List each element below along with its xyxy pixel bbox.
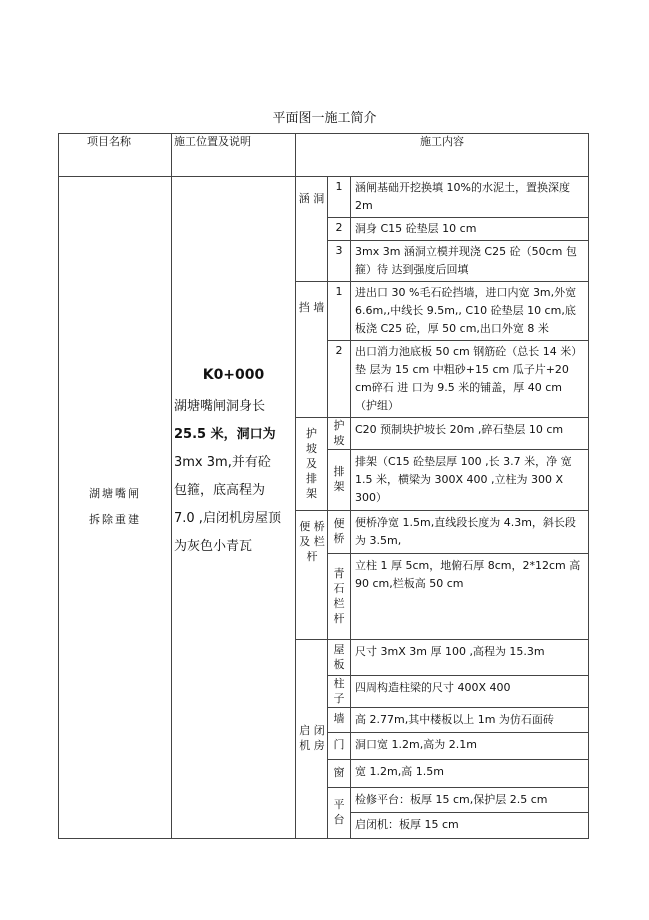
sub-label: 屋板	[328, 639, 351, 675]
item-text: 尺寸 3mX 3m 厚 100 ,高程为 15.3m	[351, 639, 589, 675]
item-number: 1	[328, 282, 351, 341]
sub-label: 便桥	[328, 510, 351, 553]
position-line: 25.5 米，洞口为	[174, 427, 276, 443]
item-text: 涵闸基础开挖换填 10%的水泥土，置换深度 2m	[351, 177, 589, 218]
page-title: 平面图一施工简介	[272, 111, 377, 126]
sub-label: 门	[328, 732, 351, 759]
construction-table	[58, 133, 589, 839]
table-row	[59, 177, 589, 218]
item-number: 2	[328, 218, 351, 241]
category-label: 便 桥 及 栏 杆	[299, 519, 325, 563]
position-line: 7.0 ,启闭机房屋顶	[174, 511, 281, 527]
item-text: 便桥净宽 1.5m,直线段长度为 4.3m，斜长段为 3.5m,	[351, 510, 589, 553]
item-text: 出口消力池底板 50 cm 钢筋砼（总长 14 米）垫 层为 15 cm 中粗砂+15 cm 瓜子片+20 cm碎石 进 口为 9.5 米的铺盖，厚 40 cm （护组）	[351, 341, 589, 418]
sub-label: 平台	[328, 787, 351, 838]
stake-number: K0+000	[202, 367, 265, 383]
category-retaining-wall: 挡 墙	[296, 282, 328, 418]
item-text: 立柱 1 厚 5cm，地俯石厚 8cm，2*12cm 高 90 cm,栏板高 50 cm	[351, 553, 589, 639]
position-line: 为灰色小青瓦	[174, 539, 253, 555]
category-label: 护坡及排架	[306, 426, 317, 500]
sub-label: 青石栏杆	[328, 553, 351, 639]
header-content: 施工内容	[296, 134, 589, 177]
category-label: 启 闭 机 房	[299, 724, 325, 753]
item-text: 3mx 3m 涵洞立模并现浇 C25 砼（50cm 包箍）待 达到强度后回填	[351, 241, 589, 282]
item-text: 洞身 C15 砼垫层 10 cm	[351, 218, 589, 241]
header-project: 项目名称	[59, 134, 172, 177]
sub-label: 柱子	[328, 675, 351, 707]
position-line: 3mx 3m,并有砼	[174, 455, 271, 471]
item-text: 排架（C15 砼垫层厚 100 ,长 3.7 米，净 宽 1.5 米，横梁为 300X 400 ,立柱为 300 X 300）	[351, 449, 589, 510]
category-culvert: 涵 洞	[296, 177, 328, 282]
project-name-line: 湖塘嘴闸	[89, 486, 141, 500]
item-text: 宽 1.2m,高 1.5m	[351, 759, 589, 787]
category-slope	[296, 418, 328, 511]
header-row	[59, 134, 589, 177]
sub-label: 墙	[328, 707, 351, 732]
item-text: 洞口宽 1.2m,高为 2.1m	[351, 732, 589, 759]
item-number: 3	[328, 241, 351, 282]
item-text: 进出口 30 %毛石砼挡墙，进口内宽 3m,外宽 6.6m,,中线长 9.5m,, C10 砼垫层 10 cm,底板浇 C25 砼，厚 50 cm,出口外宽 8 米	[351, 282, 589, 341]
sub-label: 窗	[328, 759, 351, 787]
project-name-line: 拆除重建	[89, 513, 141, 527]
item-text: 检修平台：板厚 15 cm,保护层 2.5 cm	[351, 787, 589, 812]
position-cell	[172, 177, 296, 839]
item-text: 四周构造柱梁的尺寸 400X 400	[351, 675, 589, 707]
category-bridge	[296, 510, 328, 639]
item-number: 2	[328, 341, 351, 418]
item-text: C20 预制块护坡长 20m ,碎石垫层 10 cm	[351, 418, 589, 450]
item-number: 1	[328, 177, 351, 218]
header-position: 施工位置及说明	[172, 134, 296, 177]
item-text: 高 2.77m,其中楼板以上 1m 为仿石面砖	[351, 707, 589, 732]
sub-label: 护坡	[328, 418, 351, 450]
position-line: 湖塘嘴闸洞身长	[174, 399, 266, 415]
sub-label: 排架	[328, 449, 351, 510]
category-hoist-house	[296, 639, 328, 838]
position-line: 包箍，底高程为	[174, 483, 266, 499]
item-text: 启闭机：板厚 15 cm	[351, 812, 589, 838]
project-name-cell	[59, 177, 172, 839]
